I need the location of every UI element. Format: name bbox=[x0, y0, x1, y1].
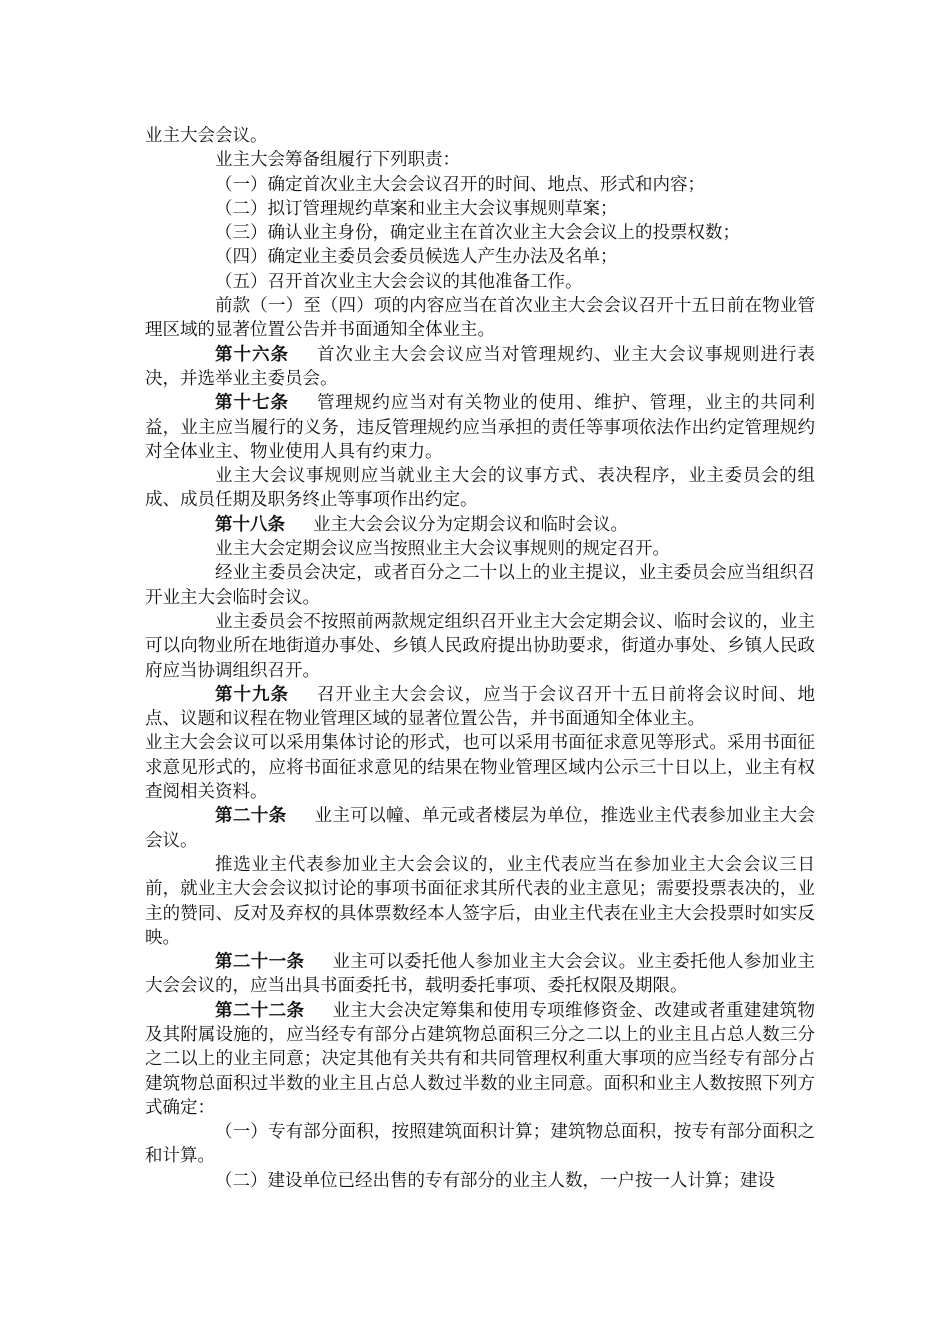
article-text: 业主可以幢、单元或者楼层为单位，推选业主代表参加业主大会会议。 bbox=[145, 806, 816, 851]
list-item: （二）拟订管理规约草案和业主大会议事规则草案； bbox=[215, 198, 618, 219]
article-17 bbox=[145, 391, 815, 464]
list-item: （四）确定业主委员会委员候选人产生办法及名单； bbox=[215, 247, 618, 268]
article-21 bbox=[145, 950, 815, 999]
article-22 bbox=[145, 999, 815, 1120]
paragraph: （二）建设单位已经出售的专有部分的业主人数，一户按一人计算；建设 bbox=[215, 1170, 775, 1191]
article-text: 管理规约应当对有关物业的使用、维护、管理，业主的共同利益，业主应当履行的义务，违反管理规约应当承担的责任等事项依法作出约定管理规约对全体业主、物业使用人具有约束力。 bbox=[145, 393, 816, 462]
article-title: 第十九条 bbox=[215, 684, 289, 705]
paragraph: 业主大会议事规则应当就业主大会的议事方式、表决程序，业主委员会的组成、成员任期及职务终止等事项作出约定。 bbox=[145, 466, 815, 511]
article-text: 业主可以委托他人参加业主大会会议。业主委托他人参加业主大会会议的，应当出具书面委托书，载明委托事项、委托权限及期限。 bbox=[145, 952, 815, 997]
document-page bbox=[145, 124, 815, 1193]
paragraph: 业主大会会议。 bbox=[145, 126, 268, 146]
article-19 bbox=[145, 683, 815, 732]
article-16 bbox=[145, 343, 815, 392]
list-item: （三）确认业主身份，确定业主在首次业主大会会议上的投票权数； bbox=[215, 223, 740, 244]
article-18 bbox=[145, 513, 815, 537]
article-text: 业主大会会议分为定期会议和临时会议。 bbox=[313, 514, 628, 535]
article-title: 第十六条 bbox=[215, 344, 289, 365]
paragraph: 业主委员会不按照前两款规定组织召开业主大会定期会议、临时会议的，业主可以向物业所在地街道办事处、乡镇人民政府提出协助要求，街道办事处、乡镇人民政府应当协调组织召开。 bbox=[145, 611, 815, 681]
paragraph: 推选业主代表参加业主大会会议的，业主代表应当在参加业主大会会议三日前，就业主大会会议拟讨论的事项书面征求其所代表的业主意见；需要投票表决的，业主的赞同、反对及弃权的具体票数经本人签字后，由业主代表在业主大会投票时如实反映。 bbox=[145, 854, 815, 948]
article-title: 第十七条 bbox=[215, 393, 289, 414]
paragraph: 业主大会筹备组履行下列职责： bbox=[215, 150, 460, 171]
paragraph: 经业主委员会决定，或者百分之二十以上的业主提议，业主委员会应当组织召开业主大会临时会议。 bbox=[145, 563, 815, 608]
article-title: 第十八条 bbox=[215, 514, 285, 535]
list-item: （五）召开首次业主大会会议的其他准备工作。 bbox=[215, 271, 583, 292]
paragraph: （一）专有部分面积，按照建筑面积计算；建筑物总面积，按专有部分面积之和计算。 bbox=[145, 1122, 815, 1167]
paragraph: 业主大会定期会议应当按照业主大会议事规则的规定召开。 bbox=[215, 539, 670, 560]
article-title: 第二十条 bbox=[215, 806, 287, 827]
article-20 bbox=[145, 804, 815, 853]
list-item: （一）确定首次业主大会会议召开的时间、地点、形式和内容； bbox=[215, 174, 705, 195]
paragraph: 业主大会会议可以采用集体讨论的形式，也可以采用书面征求意见等形式。采用书面征求意见形式的，应将书面征求意见的结果在物业管理区域内公示三十日以上，业主有权查阅相关资料。 bbox=[145, 733, 815, 803]
paragraph: 前款（一）至（四）项的内容应当在首次业主大会会议召开十五日前在物业管理区域的显著位置公告并书面通知全体业主。 bbox=[145, 296, 815, 341]
article-text: 业主大会决定筹集和使用专项维修资金、改建或者重建建筑物及其附属设施的，应当经专有部分占建筑物总面积三分之二以上的业主且占总人数三分之二以上的业主同意；决定其他有关共有和共同管理权利重大事项的应当经专有部分占建筑物总面积过半数的业主且占总人数过半数的业主同意。面积和业主人数按照下列方式确定： bbox=[145, 1000, 815, 1118]
article-text: 召开业主大会会议，应当于会议召开十五日前将会议时间、地点、议题和议程在物业管理区域的显著位置公告，并书面通知全体业主。 bbox=[145, 684, 816, 730]
article-title: 第二十二条 bbox=[215, 1000, 305, 1021]
article-title: 第二十一条 bbox=[215, 952, 305, 973]
article-text: 首次业主大会会议应当对管理规约、业主大会议事规则进行表决，并选举业主委员会。 bbox=[145, 344, 816, 389]
